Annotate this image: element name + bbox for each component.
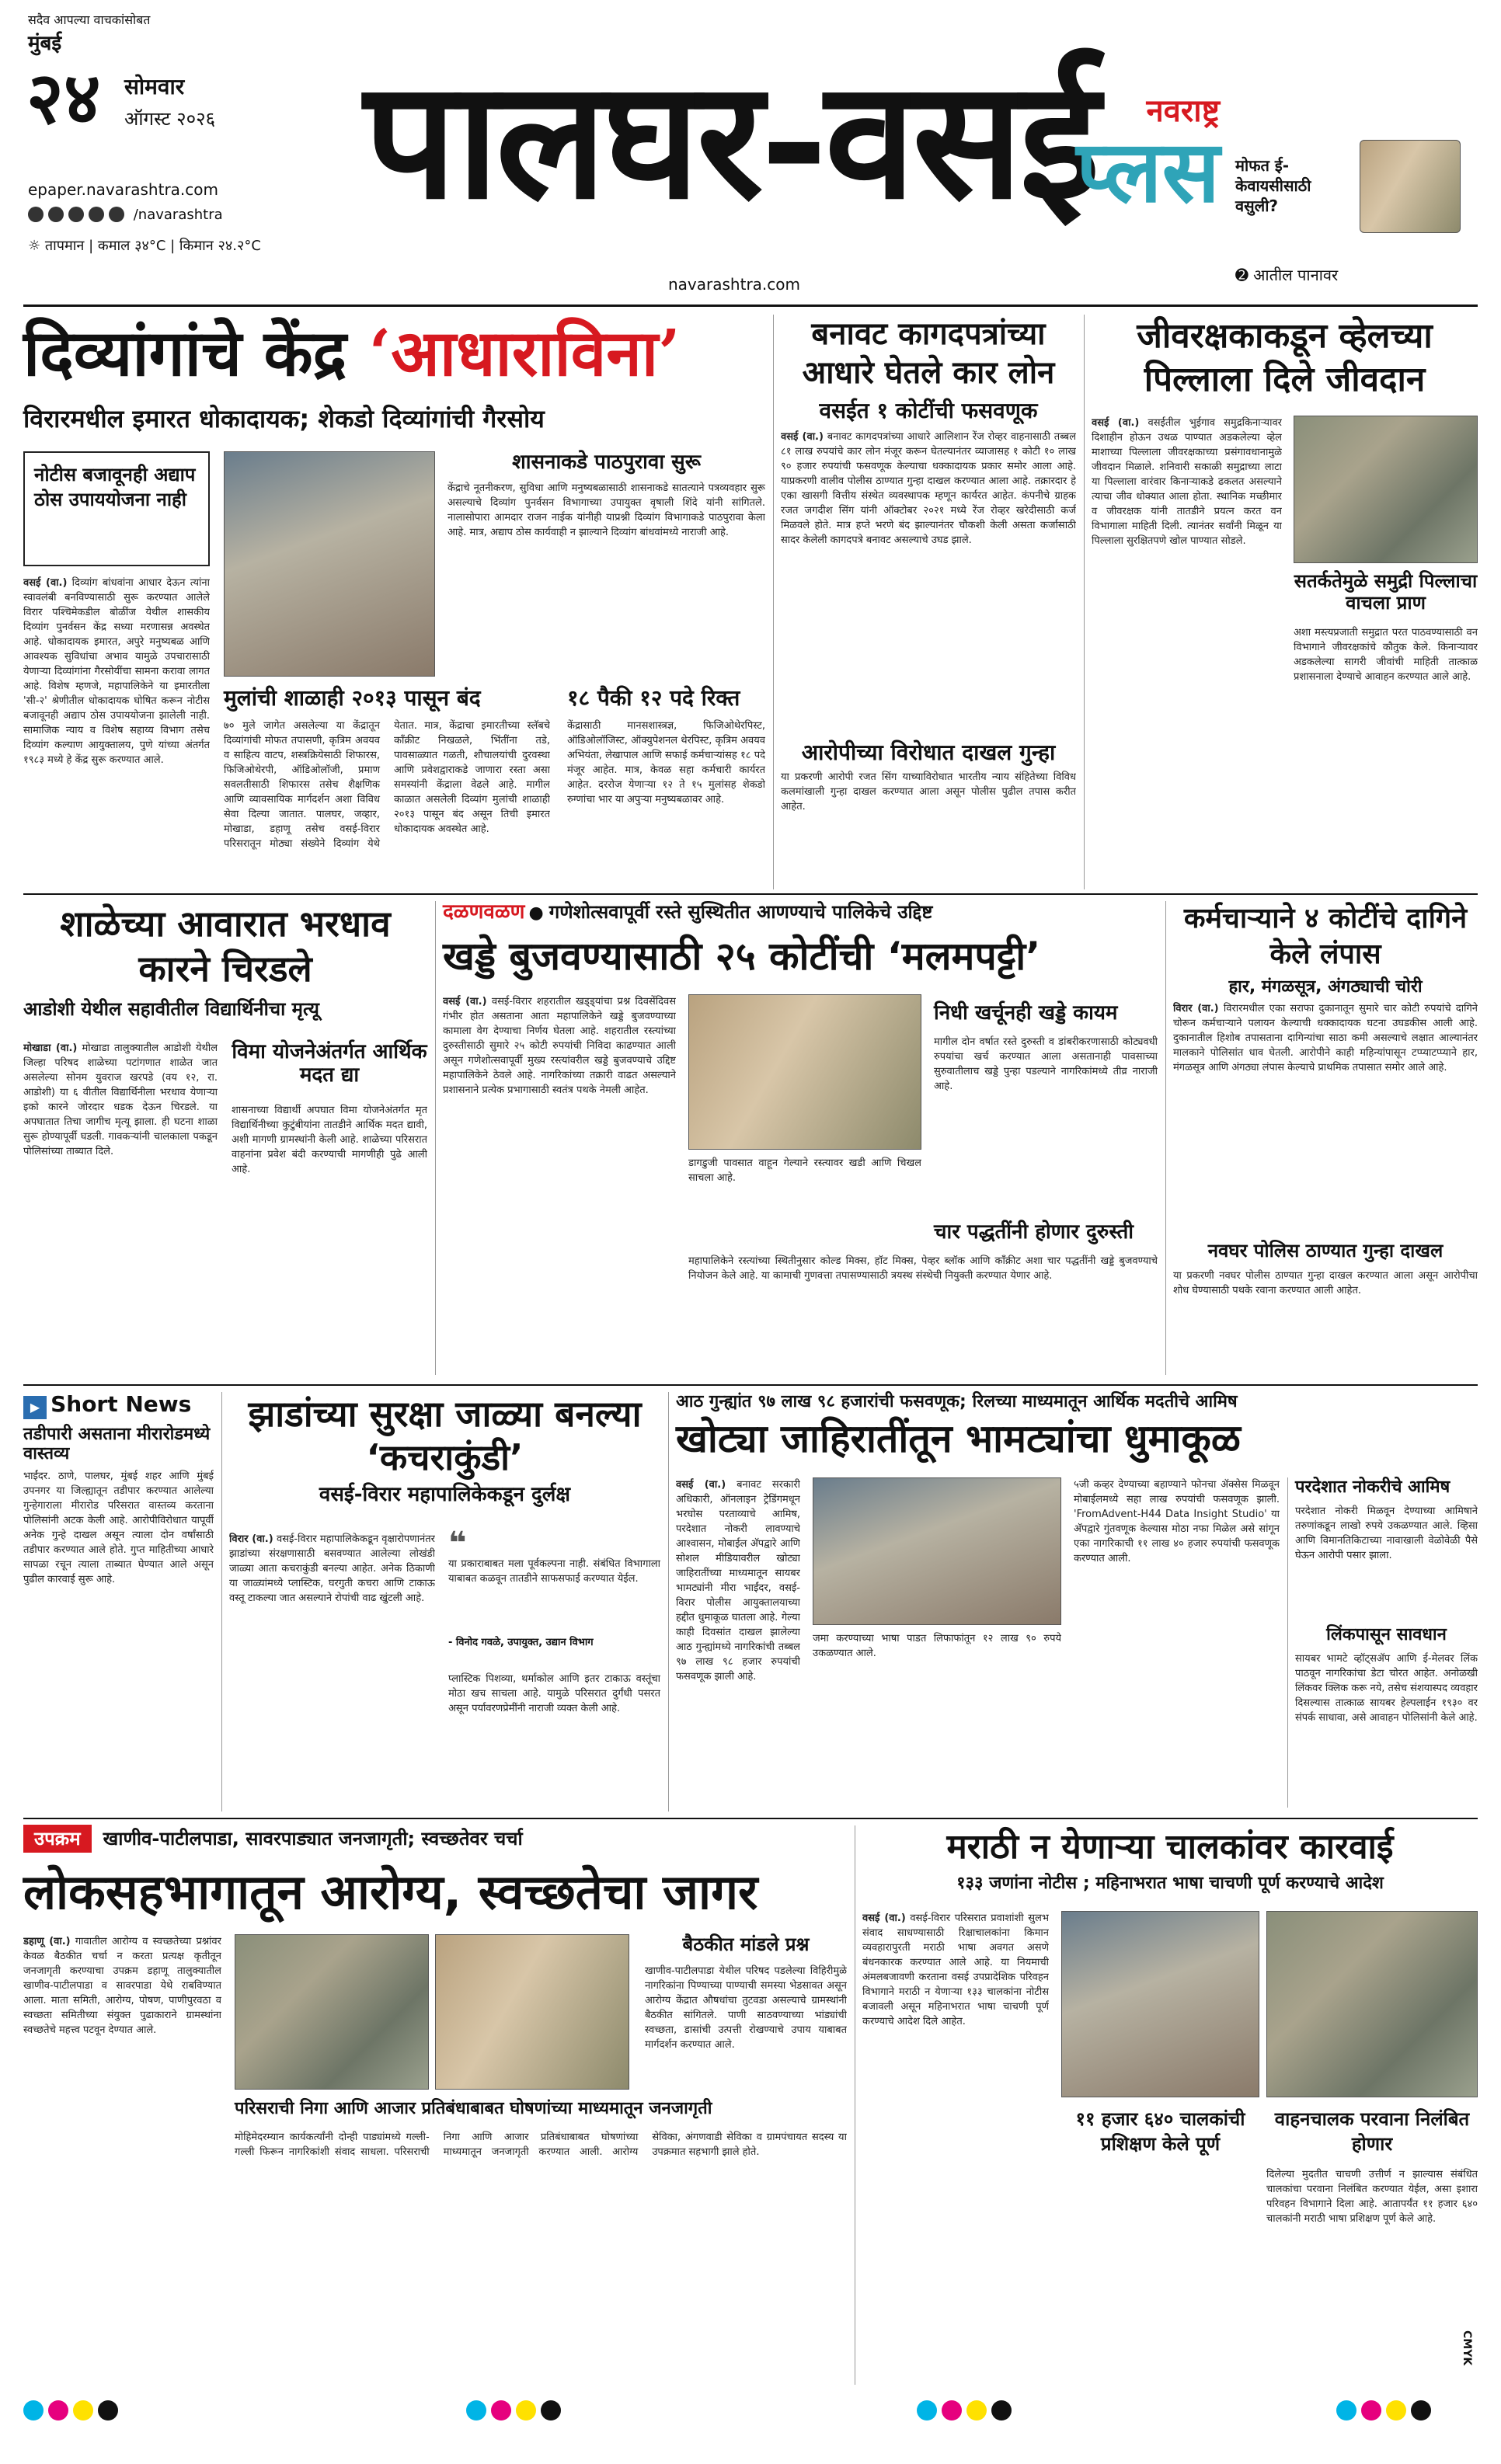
health-body-text: गावातील आरोग्य व स्वच्छतेच्या प्रश्नांवर केवळ बैठकीत चर्चा न करता प्रत्यक्ष कृतीतून जनजागृती करण्याचा उपक्रम डहाणू तालुक्यातील खाणीव-पाटीलपाडा व सावरपाडा येथे राबविण्यात आला. माता समिती, आरोग्य, पोषण, पाणीपुरवठा व स्वच्छता समितीच्या संयुक्त पुढाकाराने ग्रामस्थांना स्वच्छतेचे महत्त्व पटवून देण्यात आले. bbox=[23, 1936, 221, 2036]
short-news-title: तडीपारी असताना मीरारोडमध्ये वास्तव्य bbox=[23, 1425, 211, 1464]
tagline: सदैव आपल्या वाचकांसोबत bbox=[28, 12, 151, 27]
marathi-body-text: वसई-विरार परिसरात प्रवाशांशी सुलभ संवाद साधण्यासाठी रिक्षाचालकांना किमान व्यवहारापुरती मराठी भाषा अवगत असणे बंधनकारक करण्यात आले आहे. या नियमाची अंमलबजावणी करताना वसई उपप्रादेशिक परिवहन विभागाने मराठी न येणाऱ्या १३३ चालकांना नोटीस बजावली असून महिनाभरात भाषा चाचणी पूर्ण करण्याचे आदेश दिले आहेत. bbox=[862, 1912, 1049, 2027]
lifeguard-caption-title: सतर्कतेमुळे समुद्री पिल्लाचा वाचला प्राण bbox=[1294, 570, 1478, 614]
divider bbox=[221, 1392, 222, 1811]
brand-logo bbox=[1041, 93, 1220, 241]
short-news-body: भाईंदर. ठाणे, पालघर, मुंबई शहर आणि मुंबई उपनगर या जिल्ह्यातून तडीपार करण्यात आलेल्या गुन्हेगाराला मीरारोड परिसरात वास्तव्य करताना पोलिसांनी अटक केली आहे. आरोपीविरोधात यापूर्वी अनेक गुन्हे दाखल असून त्याला दोन वर्षांसाठी तडीपार करण्यात आले होते. गुप्त माहितीच्या आधारे सापळा रचून त्याला ताब्यात घेण्यात आले असून पुढील कारवाई सुरू आहे. bbox=[23, 1470, 214, 1585]
yellow-mark bbox=[73, 2400, 93, 2420]
weather-icon: ☼ bbox=[28, 238, 45, 254]
magenta-mark bbox=[48, 2400, 68, 2420]
nets-byline: विरार (वा.) bbox=[229, 1533, 273, 1545]
marathi-photo-1 bbox=[1061, 1911, 1259, 2097]
ads-fraud-caption: जमा करण्याच्या भाषा पाडत लिफाफांतून १२ लाख ९० रुपये उकळण्यात आले. bbox=[813, 1633, 1061, 1659]
health-overline: खाणीव-पाटीलपाडा, सावरपाड्यात जनजागृती; स्वच्छतेवर चर्चा bbox=[103, 1828, 523, 1850]
potholes-body bbox=[443, 994, 676, 1375]
lead-headline-a: दिव्यांगांचे केंद्र bbox=[23, 316, 347, 391]
jewels-body bbox=[1173, 1001, 1478, 1234]
school-story bbox=[23, 901, 427, 1379]
black-mark bbox=[541, 2400, 561, 2420]
fake-docs-sub-title: आरोपीच्या विरोधात दाखल गुन्हा bbox=[801, 740, 1056, 766]
fake-docs-subhead: वसईत १ कोटींची फसवणूक bbox=[819, 398, 1038, 423]
short-news-header bbox=[23, 1392, 214, 1425]
divider bbox=[1084, 315, 1085, 889]
ads-fraud-headline: खोट्या जाहिरातींतून भामट्यांचा धुमाकूळ bbox=[676, 1416, 1241, 1462]
black-mark bbox=[991, 2400, 1012, 2420]
marathi-subhead: १३३ जणांना नोटीस ; महिनाभरात भाषा चाचणी पूर्ण करण्याचे आदेश bbox=[956, 1874, 1384, 1893]
marathi-headline: मराठी न येणाऱ्या चालकांवर कारवाई bbox=[946, 1827, 1394, 1867]
arrow-circle-icon: ➋ bbox=[1235, 266, 1254, 284]
paper-title: पालघर-वसई bbox=[364, 44, 1097, 235]
lead-story bbox=[23, 315, 765, 893]
lifeguard-body-text: वसईतील भुईगाव समुद्रकिनाऱ्यावर दिशाहीन होऊन उथळ पाण्यात अडकलेल्या व्हेल माशाच्या पिल्लाला जीवरक्षकाच्या प्रसंगावधानामुळे जीवदान मिळाले. शनिवारी सकाळी समुद्राच्या लाटा या पिल्लाला वारंवार किनाऱ्याकडे ढकलत असल्याने त्याचा जीव धोक्यात आला होता. स्थानिक मच्छीमार व जीवरक्षक यांनी तातडीने प्रयत्न करत वन विभागाला माहिती दिली. त्यानंतर सर्वांनी मिळून या पिल्लाला सुरक्षितपणे खोल पाण्यात सोडले. bbox=[1092, 417, 1282, 547]
health-headline: लोकसहभागातून आरोग्य, स्वच्छतेचा जागर bbox=[23, 1864, 758, 1920]
health-meeting-body: खाणीव-पाटीलपाडा येथील परिषद पडलेल्या विहिरीमुळे नागरिकांना पिण्याच्या पाण्याची समस्या भेडसावत असून आरोग्य केंद्रात औषधांचा तुटवडा असल्याचे ग्रामस्थांनी बैठकीत सांगितले. पाणी साठवण्याच्या भांड्यांची स्वच्छता, डासांची उत्पत्ती रोखण्याचे उपाय याबाबत मार्गदर्शन करण्यात आले. bbox=[645, 1965, 847, 2051]
potholes-byline: वसई (वा.) bbox=[443, 996, 487, 1008]
school-body bbox=[23, 1041, 218, 1375]
yellow-mark bbox=[516, 2400, 536, 2420]
cyan-mark bbox=[1336, 2400, 1356, 2420]
lead-body-text: दिव्यांग बांधवांना आधार देऊन त्यांना स्वावलंबी बनविण्यासाठी सुरू करण्यात आलेले विरार पश्चिमेकडील बोळींज येथील शासकीय दिव्यांग पुनर्वसन केंद्र सध्या मरणासन्न अवस्थेत आहे. धोकादायक इमारत, अपुरे मनुष्यबळ आणि आवश्यक सुविधांचा अभाव यामुळे उपचारासाठी येणाऱ्या दिव्यांगांना गैरसोयींचा सामना करावा लागत आहे. विशेष म्हणजे, महापालिकेने या इमारतीला 'सी-२' श्रेणीतील धोकादायक घोषित करून नोटीस बजावूनही अद्याप ठोस उपाययोजना झालेली नाही. सामाजिक न्याय व विशेष सहाय्य विभाग तसेच दिव्यांग कल्याण आयुक्तालय, पुणे यांच्या अंतर्गत १९८३ मध्ये हे केंद्र सुरू करण्यात आले. bbox=[23, 577, 210, 766]
lead-box2-body: केंद्राचे नूतनीकरण, सुविधा आणि मनुष्यबळासाठी शासनाकडे सातत्याने पत्रव्यवहार सुरू असल्याचे दिव्यांग पुनर्वसन विभागाच्या उपायुक्त वृषाली शिंदे यांनी सांगितले. नालासोपारा आमदार राजन नाईक यांनीही याप्रश्नी दिव्यांग विभागाकडे पाठपुरावा केला आहे. मात्र, अद्याप ठोस कार्यवाही न झाल्याने दिव्यांग बांधवांमध्ये नाराजी आहे. bbox=[448, 482, 765, 538]
health-photo-2 bbox=[435, 1934, 629, 2090]
ads-fraud-byline: वसई (वा.) bbox=[676, 1479, 726, 1491]
short-news bbox=[23, 1392, 214, 1811]
edition-city: मुंबई bbox=[28, 32, 62, 55]
fake-docs-headline: बनावट कागदपत्रांच्या आधारे घेतले कार लोन bbox=[802, 316, 1055, 391]
cyan-mark bbox=[23, 2400, 44, 2420]
instagram-icon[interactable] bbox=[48, 207, 64, 222]
short-news-icon: ▶ bbox=[23, 1396, 47, 1419]
marathi-byline: वसई (वा.) bbox=[862, 1912, 906, 1924]
ads-fraud-body bbox=[676, 1477, 800, 1808]
health-caption: परिसराची निगा आणि आजार प्रतिबंधाबाबत घोषणांच्या माध्यमातून जनजागृती bbox=[235, 2099, 712, 2118]
lifeguard-headline: जीवरक्षकाकडून व्हेलच्या पिल्लाला दिले जीवदान bbox=[1137, 316, 1433, 399]
lead-sub1-body: ७० मुले जागेत असलेल्या या केंद्रातून दिव्यांगांची मोफत तपासणी, कृत्रिम अवयव व साहित्य वाटप, शस्त्रक्रियेसाठी शिफारस, फिजिओथेरपी, ऑडिओलॉजी, प्रमाण सवलतीसाठी शिफारस तसेच शैक्षणिक आणि व्यावसायिक मार्गदर्शन अशा विविध सेवा दिल्या जातात. पालघर, जव्हार, मोखाडा, डहाणू तसेच वसई-विरार परिसरातून मोठ्या संख्येने दिव्यांग येथे येतात. मात्र, केंद्राचा इमारतीच्या स्लॅबचे काँक्रीट निखळले, भिंतींना तडे, पावसाळ्यात गळती, शौचालयांची दुरवस्था आणि प्रवेशद्वाराकडे जाणारा रस्ता असा समस्यांनी केंद्राला वेढले आहे. मागील काळात असलेली दिव्यांग मुलांची शाळाही २०१३ पासून बंद असून तिची इमारत धोकादायक अवस्थेत आहे. bbox=[224, 720, 550, 850]
cmyk-label: CMYK bbox=[1461, 2330, 1474, 2366]
weather-text: तापमान | कमाल ३४°C | किमान २४.२°C bbox=[44, 238, 261, 254]
jewels-body-text: विरारमधील एका सराफा दुकानातून सुमारे चार कोटी रुपयांचे दागिने चोरून कर्मचाऱ्याने पलायन केल्याची धक्कादायक घटना उघडकीस आली आहे. दुकानातील हिशोब तपासताना दागिन्यांचा साठा कमी असल्याचे लक्षात आल्यानंतर मालकाने पोलिसांत धाव घेतली. आरोपीने काही महिन्यांपासून टप्प्याटप्प्याने हार, मंगळसूत्र आणि अंगठ्या लंपास केल्याचे प्राथमिक तपासात समोर आले आहे. bbox=[1173, 1003, 1478, 1074]
divider bbox=[1287, 1477, 1288, 1808]
registration-marks bbox=[23, 2400, 123, 2424]
fake-docs-story bbox=[781, 315, 1076, 893]
potholes-story bbox=[443, 901, 1158, 1379]
marathi-body bbox=[862, 1911, 1049, 2381]
nets-quote: या प्रकाराबाबत मला पूर्वकल्पना नाही. संबंधित विभागाला याबाबत कळवून तातडीने साफसफाई करण्यात येईल. bbox=[448, 1558, 660, 1585]
x-icon[interactable] bbox=[68, 207, 84, 222]
registration-marks bbox=[917, 2400, 1016, 2424]
school-body-text: मोखाडा तालुक्यातील आडोशी येथील जिल्हा परिषद शाळेच्या पटांगणात शाळेत जात असलेल्या सोनम युवराज खरपडे (वय १२, रा. आडोशी) या ६ वीतील विद्यार्थिनीला भरधाव येणाऱ्या इको कारने जोरदार धडक देऊन चिरडले. या अपघातात तिचा जागीच मृत्यू झाला. ही घटना शाळा सुरू होण्यापूर्वी घडली. गावकऱ्यांनी चालकाला पकडून पोलिसांच्या ताब्यात दिले. bbox=[23, 1042, 218, 1157]
ads-fraud-body2: ५जी कव्हर देण्याच्या बहाण्याने फोनचा ॲक्सेस मिळवून मोबाईलमध्ये सहा लाख रुपयांची फसवणूक झाली. 'FromAdvent-H44 Data Insight Studio' या अ‍ॅपद्वारे गुंतवणूक केल्यास मोठा नफा मिळेल असे सांगून एका नागरिकाची ११ लाख ४० हजार रुपयांची फसवणूक करण्यात आली. bbox=[1074, 1479, 1280, 1564]
divider bbox=[1165, 901, 1166, 1375]
ads-fraud-side2-body: सायबर भामटे व्हॉट्सॲप आणि ई-मेलवर लिंक पाठवून नागरिकांचा डेटा चोरत आहेत. अनोळखी लिंकवर क्लिक करू नये, तसेच संशयास्पद व्यवहार दिसल्यास तात्काळ सायबर हेल्पलाईन १९३० वर संपर्क साधावा, असे आवाहन पोलिसांनी केले आहे. bbox=[1295, 1653, 1478, 1724]
fake-docs-body bbox=[781, 430, 1076, 733]
health-overline-row bbox=[23, 1825, 847, 1857]
magenta-mark bbox=[1361, 2400, 1381, 2420]
masthead bbox=[0, 0, 1501, 311]
health-kicker: उपक्रम bbox=[23, 1825, 92, 1853]
weather-strip bbox=[28, 236, 261, 255]
bullet-icon: ● bbox=[528, 903, 549, 923]
marathi-side-body: दिलेल्या मुदतीत चाचणी उत्तीर्ण न झाल्यास संबंधित चालकांचा परवाना निलंबित करण्यात येईल, असा इशारा परिवहन विभागाने दिला आहे. आतापर्यंत ११ हजार ६४० चालकांनी मराठी भाषा प्रशिक्षण पूर्ण केले आहे. bbox=[1266, 2169, 1478, 2225]
health-photo-1 bbox=[235, 1934, 429, 2090]
youtube-icon[interactable] bbox=[89, 207, 104, 222]
magenta-mark bbox=[942, 2400, 962, 2420]
whatsapp-icon[interactable] bbox=[109, 207, 124, 222]
school-subhead: आडोशी येथील सहावीतील विद्यार्थिनीचा मृत्यू bbox=[23, 998, 319, 1020]
site-url[interactable]: navarashtra.com bbox=[668, 275, 800, 294]
quote-icon: ❝ bbox=[448, 1526, 467, 1561]
fake-docs-body-text: बनावट कागदपत्रांच्या आधारे आलिशान रेंज रोव्हर वाहनासाठी तब्बल ८१ लाख रुपयांचे कार लोन मंजूर करून घेतल्यानंतर व्याजासह १ कोटी १० लाख ९० हजार रुपयांची फसवणूक केल्याचा धक्कादायक प्रकार समोर आला आहे. याप्रकरणी वालीव पोलीस ठाण्यात गुन्हा दाखल करण्यात आला आहे. तक्रारदार हे एका खासगी वित्तीय संस्थेत व्यवस्थापक म्हणून कार्यरत आहेत. कंपनीचे ग्राहक रजत जगदीश सिंग यांनी ऑक्टोबर २०२१ मध्ये रेंज रोव्हर खरेदीसाठी कर्ज मिळवले होते. मात्र हप्ते भरणे बंद झाल्यानंतर चौकशी केली असता कर्जासाठी सादर केलेली कागदपत्रे बनावट असल्याचे उघड झाले. bbox=[781, 431, 1076, 547]
magenta-mark bbox=[491, 2400, 511, 2420]
nets-body-text: वसई-विरार महापालिकेकडून वृक्षारोपणानंतर झाडांच्या संरक्षणासाठी बसवण्यात आलेल्या लोखंडी जाळ्या आता कचराकुंडी बनल्या आहेत. अनेक ठिकाणी या जाळ्यांमध्ये प्लास्टिक, घरगुती कचरा आणि टाकाऊ वस्तू टाकल्या जात असल्याने रोपांची वाढ खुंटली आहे. bbox=[229, 1533, 435, 1604]
potholes-headline: खड्डे बुजवण्यासाठी २५ कोटींची ‘मलमपट्टी’ bbox=[443, 934, 1041, 979]
ads-fraud-side-body: परदेशात नोकरी मिळवून देण्याच्या आमिषाने तरुणांकडून लाखो रुपये उकळण्यात आले. व्हिसा आणि विमानतिकिटाच्या नावाखाली वेळोवेळी पैसे घेऊन आरोपी पसार झाला. bbox=[1295, 1505, 1478, 1561]
yellow-mark bbox=[966, 2400, 987, 2420]
marathi-story bbox=[862, 1825, 1478, 2385]
promo-ref bbox=[1235, 264, 1338, 285]
divider bbox=[435, 901, 436, 1375]
lifeguard-caption-body: अशा मस्त्यप्रजाती समुद्रात परत पाठवण्यासाठी वन विभागाने जीवरक्षकांचे कौतुक केले. किनाऱ्यावर अडकलेल्या सागरी जीवांची माहिती तात्काळ प्रशासनाला देण्याचे आवाहन करण्यात आले आहे. bbox=[1294, 627, 1478, 683]
registration-marks bbox=[1336, 2400, 1436, 2424]
brand-bottom: प्लस bbox=[1076, 122, 1220, 221]
social-row bbox=[28, 207, 223, 227]
lifeguard-body bbox=[1092, 416, 1282, 889]
health-byline: डहाणू (वा.) bbox=[23, 1936, 71, 1947]
lead-sub2-body: केंद्रासाठी मानसशास्त्रज्ञ, फिजिओथेरपिस्ट, ऑडिओलॉजिस्ट, ऑक्युपेशनल थेरपिस्ट, कृत्रिम अवयव अभियंता, लेखापाल आणि सफाई कर्मचाऱ्यांसह १८ पदे मंजूर आहेत. मात्र, केवळ सहा कर्मचारी कार्यरत आहेत. दररोज येणाऱ्या १२ ते १५ मुलांसह शेकडो रुग्णांचा भार या अपुऱ्या मनुष्यबळावर आहे. bbox=[567, 720, 765, 806]
ads-fraud-story bbox=[676, 1392, 1478, 1811]
fake-docs-byline: वसई (वा.) bbox=[781, 431, 824, 444]
registration-marks bbox=[466, 2400, 566, 2424]
potholes-sub1-title: निधी खर्चूनही खड्डे कायम bbox=[934, 1001, 1118, 1025]
date-number: २४ bbox=[26, 56, 101, 140]
marathi-caption: ११ हजार ६४० चालकांची प्रशिक्षण केले पूर्ण bbox=[1075, 2108, 1245, 2155]
date-day: सोमवार bbox=[124, 74, 185, 99]
jewels-subhead: हार, मंगळसूत्र, अंगठ्याची चोरी bbox=[1228, 977, 1423, 997]
potholes-kicker: दळणवळण bbox=[443, 900, 525, 924]
divider bbox=[668, 1392, 669, 1811]
lifeguard-byline: वसई (वा.) bbox=[1092, 417, 1140, 429]
potholes-caption: डागडुजी पावसात वाहून गेल्याने रस्त्यावर खडी आणि चिखल साचला आहे. bbox=[688, 1157, 921, 1184]
marathi-photo-2 bbox=[1266, 1911, 1478, 2097]
lead-box2-title: शासनाकडे पाठपुरावा सुरू bbox=[512, 451, 701, 474]
promo-text: मोफत ई-केवायसीसाठी वसुली? bbox=[1235, 156, 1311, 215]
lead-headline bbox=[23, 315, 765, 392]
section-rule bbox=[23, 1384, 1478, 1386]
lead-box2 bbox=[448, 451, 765, 677]
jewels-sub-title: नवघर पोलिस ठाण्यात गुन्हा दाखल bbox=[1207, 1240, 1444, 1262]
nets-headline: झाडांच्या सुरक्षा जाळ्या बनल्या ‘कचराकुंडी’ bbox=[248, 1393, 642, 1478]
divider bbox=[773, 315, 774, 889]
lead-sub2-title: १८ पैकी १२ पदे रिक्त bbox=[567, 685, 740, 711]
yellow-mark bbox=[1386, 2400, 1406, 2420]
health-story bbox=[23, 1825, 847, 2385]
brand-top: नवराष्ट्र bbox=[1146, 93, 1220, 129]
marathi-side-title: वाहनचालक परवाना निलंबित होणार bbox=[1274, 2108, 1470, 2155]
potholes-body-text: वसई-विरार शहरातील खड्ड्यांचा प्रश्न दिवसेंदिवस गंभीर होत असताना आता महापालिकेने खड्डे बुजवण्याच्या कामाला वेग देण्याचा निर्णय घेतला आहे. शहरातील रस्त्यांच्या दुरुस्तीसाठी सुमारे २५ कोटी रुपयांची निविदा काढण्यात आली असून गणेशोत्सवापूर्वी मुख्य रस्त्यांवरील खड्डे बुजवण्याचे उद्दिष्ट महापालिकेने ठेवले आहे. नागरिकांच्या तक्रारी वाढत असल्याने प्रशासनाने प्रत्येक प्रभागासाठी स्वतंत्र पथके नेमली आहेत. bbox=[443, 996, 676, 1096]
ads-fraud-side-title: परदेशात नोकरीचे आमिष bbox=[1295, 1477, 1451, 1497]
nets-subhead: वसई-विरार महापालिकेकडून दुर्लक्ष bbox=[319, 1483, 571, 1506]
short-news-label: Short News bbox=[50, 1391, 192, 1417]
health-body bbox=[23, 1934, 221, 2381]
school-sub-body: शासनाच्या विद्यार्थी अपघात विमा योजनेअंतर्गत मृत विद्यार्थिनीच्या कुटुंबीयांना तातडीने आर्थिक मदत द्यावी, अशी मागणी ग्रामस्थांनी केली आहे. शाळेच्या परिसरात वाहनांना प्रवेश बंदी करण्याची मागणीही पुढे आली आहे. bbox=[232, 1105, 427, 1175]
lead-byline: वसई (वा.) bbox=[23, 577, 68, 589]
ads-fraud-body-text: बनावट सरकारी अधिकारी, ऑनलाइन ट्रेडिंगमधून भरघोस परताव्याचे आमिष, परदेशात नोकरी लावण्याचे आश्वासन, मोबाईल अ‍ॅपद्वारे आणि सोशल मीडियावरील खोट्या जाहिरातींच्या माध्यमातून सायबर भामट्यांनी मीरा भाईंदर, वसई-विरार पोलीस आयुक्तालयाच्या हद्दीत धुमाकूळ घातला आहे. गेल्या काही दिवसांत दाखल झालेल्या आठ गुन्ह्यांमध्ये नागरिकांची तब्बल ९७ लाख ९८ हजार रुपयांची फसवणूक झाली आहे. bbox=[676, 1479, 800, 1683]
potholes-overline: गणेशोत्सवापूर्वी रस्ते सुस्थितीत आणण्याचे पालिकेचे उद्दिष्ट bbox=[549, 901, 933, 923]
jewels-byline: विरार (वा.) bbox=[1173, 1003, 1219, 1015]
section-rule bbox=[23, 1818, 1478, 1819]
potholes-sub2-body: महापालिकेने रस्त्यांच्या स्थितीनुसार कोल्ड मिक्स, हॉट मिक्स, पेव्हर ब्लॉक आणि काँक्रीट अशा चार पद्धतींनी खड्डे बुजवण्याचे नियोजन केले आहे. या कामाची गुणवत्ता तपासण्यासाठी त्रयस्थ संस्थेची नियुक्ती करण्यात येणार आहे. bbox=[688, 1255, 1158, 1282]
promo-box[interactable] bbox=[1235, 155, 1468, 256]
social-handle: /navarashtra bbox=[133, 207, 223, 223]
jewels-story bbox=[1173, 901, 1478, 1379]
date-month-year: ऑगस्ट २०२६ bbox=[124, 108, 216, 130]
masthead-rule bbox=[23, 305, 1478, 307]
nets-quote-by: - विनोद गवळे, उपायुक्त, उद्यान विभाग bbox=[448, 1637, 594, 1648]
lead-body bbox=[23, 576, 210, 886]
potholes-photo bbox=[688, 994, 921, 1150]
potholes-overline-row bbox=[443, 901, 1158, 929]
jewels-sub-body: या प्रकरणी नवघर पोलीस ठाण्यात गुन्हा दाखल करण्यात आला असून आरोपीचा शोध घेण्यासाठी पथके रवाना करण्यात आली आहेत. bbox=[1173, 1269, 1478, 1296]
lead-photo bbox=[224, 451, 435, 677]
lifeguard-photo bbox=[1294, 416, 1478, 563]
ads-fraud-side2-title: लिंकपासून सावधान bbox=[1326, 1625, 1447, 1644]
health-body2: मोहिमेदरम्यान कार्यकर्त्यांनी दोन्ही पाड्यांमध्ये गल्ली-गल्ली फिरून नागरिकांशी संवाद साधला. परिसराची निगा आणि आजार प्रतिबंधाबाबत घोषणांच्या माध्यमातून जनजागृती करण्यात आली. आरोग्य सेविका, अंगणवाडी सेविका व ग्रामपंचायत सदस्य या उपक्रमात सहभागी झाले होते. bbox=[235, 2132, 847, 2158]
cyan-mark bbox=[466, 2400, 486, 2420]
potholes-sub2-title: चार पद्धतींनी होणार दुरुस्ती bbox=[934, 1220, 1134, 1244]
school-sub-title: विमा योजनेअंतर्गत आर्थिक मदत द्या bbox=[232, 1040, 427, 1087]
promo-illustration bbox=[1360, 140, 1461, 233]
potholes-sub1-body: मागील दोन वर्षात रस्ते दुरुस्ती व डांबरीकरणासाठी कोट्यवधी रुपयांचा खर्च करण्यात आला असतानाही पावसाच्या सुरुवातीलाच खड्डे पुन्हा पडल्याने नागरिकांमध्ये तीव्र नाराजी आहे. bbox=[934, 1036, 1158, 1092]
fake-docs-sub-body: या प्रकरणी आरोपी रजत सिंग याच्याविरोधात भारतीय न्याय संहितेच्या विविध कलमांखाली गुन्हा दाखल करण्यात आला असून पोलीस पुढील तपास करीत आहेत. bbox=[781, 771, 1076, 813]
facebook-icon[interactable] bbox=[28, 207, 44, 222]
jewels-headline: कर्मचाऱ्याने ४ कोटींचे दागिने केले लंपास bbox=[1183, 903, 1468, 970]
black-mark bbox=[1411, 2400, 1431, 2420]
lead-subhead: विरारमधील इमारत धोकादायक; शेकडो दिव्यांगांची गैरसोय bbox=[23, 404, 545, 433]
section-rule bbox=[23, 893, 1478, 895]
nets-quote-box bbox=[448, 1526, 660, 1664]
ads-fraud-photo bbox=[813, 1477, 1061, 1625]
ads-fraud-overline: आठ गुन्ह्यांत ९७ लाख ९८ हजारांची फसवणूक; रिलच्या माध्यमातून आर्थिक मदतीचे आमिष bbox=[676, 1392, 1238, 1411]
nets-body bbox=[229, 1532, 435, 1808]
lead-box: नोटीस बजावूनही अद्याप ठोस उपाययोजना नाही bbox=[23, 451, 210, 566]
school-headline: शाळेच्या आवारात भरधाव कारने चिरडले bbox=[60, 903, 391, 990]
black-mark bbox=[98, 2400, 118, 2420]
lifeguard-story bbox=[1092, 315, 1478, 893]
nets-story bbox=[229, 1392, 660, 1811]
nets-body2: प्लास्टिक पिशव्या, थर्माकोल आणि इतर टाकाऊ वस्तूंचा मोठा खच साचला आहे. यामुळे परिसरात दुर्गंधी पसरत असून पर्यावरणप्रेमींनी नाराजी व्यक्त केली आहे. bbox=[448, 1673, 660, 1714]
promo-author: आतील पानावर bbox=[1253, 266, 1339, 284]
cyan-mark bbox=[917, 2400, 937, 2420]
lead-headline-b: ‘आधाराविना’ bbox=[368, 316, 681, 391]
school-byline: मोखाडा (वा.) bbox=[23, 1042, 78, 1054]
health-meeting-title: बैठकीत मांडले प्रश्न bbox=[682, 1933, 810, 1955]
epaper-link[interactable]: epaper.navarashtra.com bbox=[28, 180, 218, 199]
lead-sub1-title: मुलांची शाळाही २०१३ पासून बंद bbox=[224, 685, 481, 711]
